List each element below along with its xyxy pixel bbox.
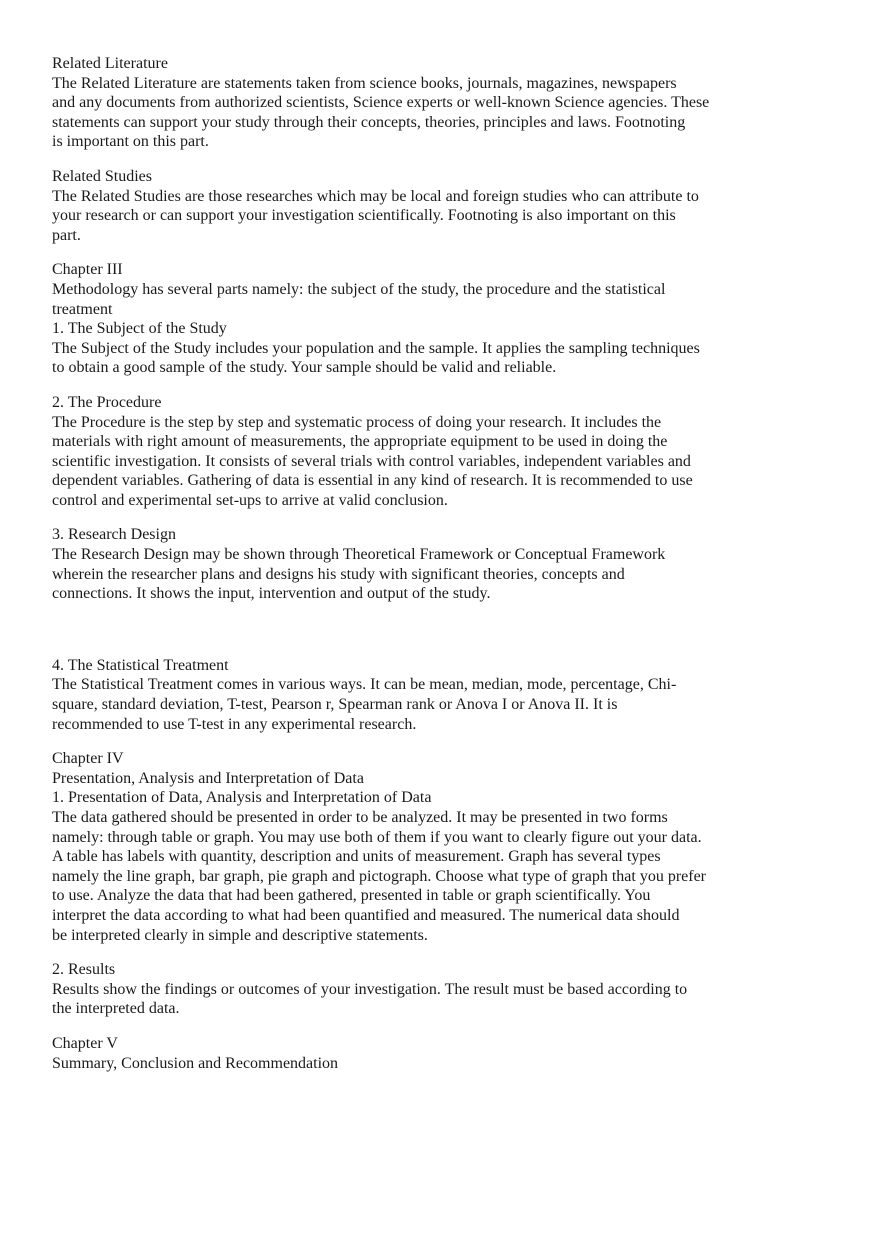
paragraph-line: The Statistical Treatment comes in various ways. It can be mean, median, mode, percentage, Chi- xyxy=(52,676,677,694)
paragraph-line: The Subject of the Study includes your population and the sample. It applies the sampling techniques xyxy=(52,339,700,357)
subsection-heading: 3. Research Design xyxy=(52,526,176,544)
paragraph-line: namely: through table or graph. You may use both of them if you want to clearly figure out your data. xyxy=(52,828,702,846)
paragraph-line: scientific investigation. It consists of several trials with control variables, independent variables and xyxy=(52,452,691,470)
subsection-heading: 2. The Procedure xyxy=(52,393,162,411)
section-heading: Related Literature xyxy=(52,55,168,72)
paragraph-line: recommended to use T-test in any experimental research. xyxy=(52,715,417,733)
paragraph-line: your research or can support your investigation scientifically. Footnoting is also important on this xyxy=(52,207,676,225)
spacer xyxy=(52,245,772,260)
paragraph-line: wherein the researcher plans and designs his study with significant theories, concepts and xyxy=(52,565,625,583)
paragraph-line: treatment xyxy=(52,300,113,318)
paragraph-line: connections. It shows the input, intervention and output of the study. xyxy=(52,585,491,603)
paragraph-line: Results show the findings or outcomes of your investigation. The result must be based according to xyxy=(52,980,688,998)
section-chapter-iii xyxy=(52,260,772,378)
paragraph-line: and any documents from authorized scientists, Science experts or well-known Science agencies. These xyxy=(52,94,710,112)
chapter-title: Presentation, Analysis and Interpretation of Data xyxy=(52,769,364,787)
paragraph-line: control and experimental set-ups to arrive at valid conclusion. xyxy=(52,491,448,509)
chapter-title: Summary, Conclusion and Recommendation xyxy=(52,1054,339,1072)
paragraph-line: Methodology has several parts namely: the subject of the study, the procedure and the statistical xyxy=(52,280,666,298)
spacer xyxy=(52,378,772,393)
spacer xyxy=(52,1019,772,1034)
spacer xyxy=(52,510,772,525)
paragraph-line: namely the line graph, bar graph, pie graph and pictograph. Choose what type of graph that you prefer xyxy=(52,867,707,885)
chapter-heading: Chapter IV xyxy=(52,750,124,768)
paragraph-line: The data gathered should be presented in order to be analyzed. It may be presented in two forms xyxy=(52,809,668,826)
section-related-literature xyxy=(52,54,772,152)
paragraph-line: be interpreted clearly in simple and descriptive statements. xyxy=(52,926,428,944)
paragraph-line: to use. Analyze the data that had been gathered, presented in table or graph scientifically. You xyxy=(52,887,651,905)
paragraph-line: to obtain a good sample of the study. Your sample should be valid and reliable. xyxy=(52,359,557,377)
section-research-design xyxy=(52,525,772,603)
chapter-heading: Chapter V xyxy=(52,1034,118,1052)
paragraph-line: The Related Studies are those researches which may be local and foreign studies who can attribute to xyxy=(52,187,699,205)
paragraph-line: square, standard deviation, T-test, Pearson r, Spearman rank or Anova I or Anova II. It is xyxy=(52,696,618,714)
section-chapter-iv xyxy=(52,749,772,945)
paragraph-line: A table has labels with quantity, description and units of measurement. Graph has several types xyxy=(52,848,661,866)
section-procedure xyxy=(52,393,772,511)
paragraph-line: The Procedure is the step by step and systematic process of doing your research. It includes the xyxy=(52,413,662,431)
section-chapter-v xyxy=(52,1034,772,1073)
spacer xyxy=(52,945,772,960)
paragraph-line: materials with right amount of measurements, the appropriate equipment to be used in doing the xyxy=(52,433,668,451)
paragraph-line: interpret the data according to what had been quantified and measured. The numerical data should xyxy=(52,906,680,924)
spacer xyxy=(52,604,772,656)
section-statistical-treatment xyxy=(52,656,772,734)
paragraph-line: The Research Design may be shown through Theoretical Framework or Conceptual Framework xyxy=(52,546,666,564)
paragraph-line: The Related Literature are statements taken from science books, journals, magazines, newspapers xyxy=(52,74,677,92)
subsection-heading: 1. The Subject of the Study xyxy=(52,320,227,338)
section-results xyxy=(52,960,772,1019)
section-heading: Related Studies xyxy=(52,167,152,185)
subsection-heading: 2. Results xyxy=(52,961,116,979)
paragraph-line: statements can support your study through their concepts, theories, principles and laws. Footnoting xyxy=(52,113,686,131)
subsection-heading: 4. The Statistical Treatment xyxy=(52,656,229,674)
paragraph-line: the interpreted data. xyxy=(52,1000,180,1018)
chapter-heading: Chapter III xyxy=(52,261,123,279)
section-related-studies xyxy=(52,167,772,245)
spacer xyxy=(52,734,772,749)
spacer xyxy=(52,152,772,167)
paragraph-line: is important on this part. xyxy=(52,133,209,151)
paragraph-line: dependent variables. Gathering of data is essential in any kind of research. It is recommended to use xyxy=(52,472,693,490)
paragraph-line: part. xyxy=(52,226,81,244)
subsection-heading: 1. Presentation of Data, Analysis and Interpretation of Data xyxy=(52,789,432,807)
document-page xyxy=(52,54,772,1073)
